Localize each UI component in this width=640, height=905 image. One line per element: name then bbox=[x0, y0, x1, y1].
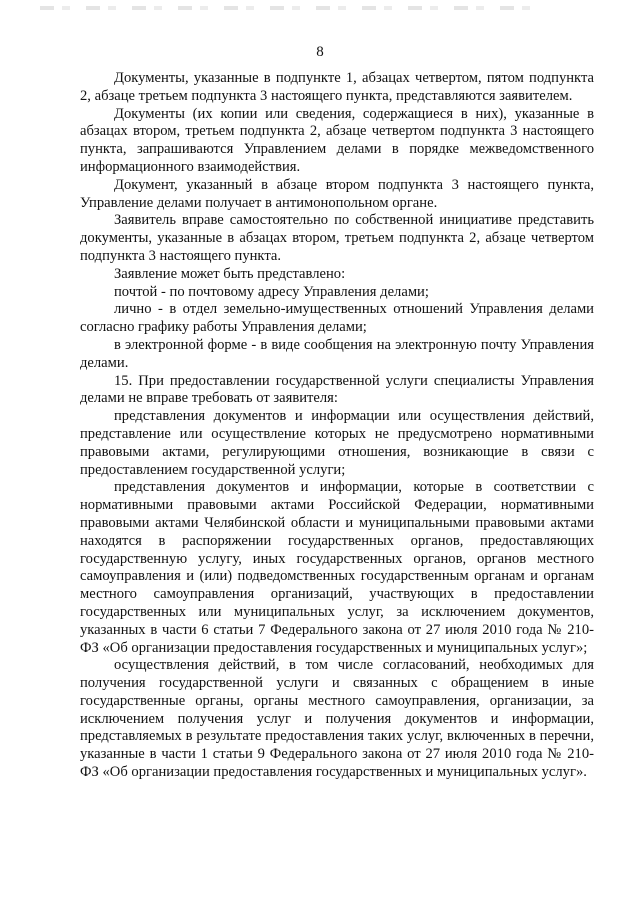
paragraph-not-required-3: осуществления действий, в том числе согласований, необходимых для получения государственной услуги и связанных с обращением в иные государственные органы, органы местного самоуправления, организации, за исключением получения услуг и получения документов и информации, представляемых в результате предоставления таких услуг, включенных в перечни, указанные в части 1 статьи 9 Федерального закона от 27 июля 2010 года № 210-ФЗ «Об организации предоставления государственных и муниципальных услуг». bbox=[80, 657, 594, 781]
paragraph-section-15: 15. При предоставлении государственной услуги специалисты Управления делами не вправе требовать от заявителя: bbox=[80, 372, 594, 407]
paragraph-documents-by-applicant: Документы, указанные в подпункте 1, абзацах четвертом, пятом подпункта 2, абзаце третьем подпункта 3 настоящего пункта, представляются заявителем. bbox=[80, 70, 594, 104]
paragraph-submission-methods: Заявление может быть представлено: bbox=[114, 265, 346, 282]
scan-header-artifact bbox=[40, 6, 540, 10]
paragraph-by-mail: почтой - по почтовому адресу Управления делами; bbox=[114, 283, 429, 300]
paragraph-in-person: лично - в отдел земельно-имущественных отношений Управления делами согласно графику работы Управления делами; bbox=[80, 301, 594, 336]
paragraph-not-required-1: представления документов и информации или осуществления действий, представление или осуществление которых не предусмотрено нормативными правовыми актами, регулирующими отношения, возникающие в связи с предоставлением государственной услуги; bbox=[80, 408, 594, 478]
paragraph-electronic: в электронной форме - в виде сообщения на электронную почту Управления делами. bbox=[80, 336, 594, 371]
document-body bbox=[80, 70, 594, 782]
page-number: 8 bbox=[316, 44, 324, 60]
paragraph-not-required-2: представления документов и информации, которые в соответствии с нормативными правовыми актами Российской Федерации, нормативными правовыми актами Челябинской области и муниципальными правовыми актами находятся в распоряжении государственных органов, предоставляющих государственную услугу, иных государственных органов, органов местного самоуправления и (или) подведомственных государственным органам и органам местного самоуправления организаций, участвующих в предоставлении государственных или муниципальных услуг, за исключением документов, указанных в части 6 статьи 7 Федерального закона от 27 июля 2010 года № 210-ФЗ «Об организации предоставления государственных и муниципальных услуг»; bbox=[80, 479, 594, 656]
paragraph-applicant-initiative: Заявитель вправе самостоятельно по собственной инициативе представить документы, указанные в абзацах втором, третьем подпункта 2, абзаце четвертом подпункта 3 настоящего пункта. bbox=[80, 212, 594, 264]
paragraph-antimonopoly: Документ, указанный в абзаце втором подпункта 3 настоящего пункта, Управление делами получает в антимонопольном органе. bbox=[80, 176, 594, 211]
paragraph-documents-interagency: Документы (их копии или сведения, содержащиеся в них), указанные в абзацах втором, третьем подпункта 2, абзаце четвертом подпункта 3 настоящего пункта, запрашиваются Управлением делами в порядке межведомственного информационного взаимодействия. bbox=[80, 105, 594, 175]
